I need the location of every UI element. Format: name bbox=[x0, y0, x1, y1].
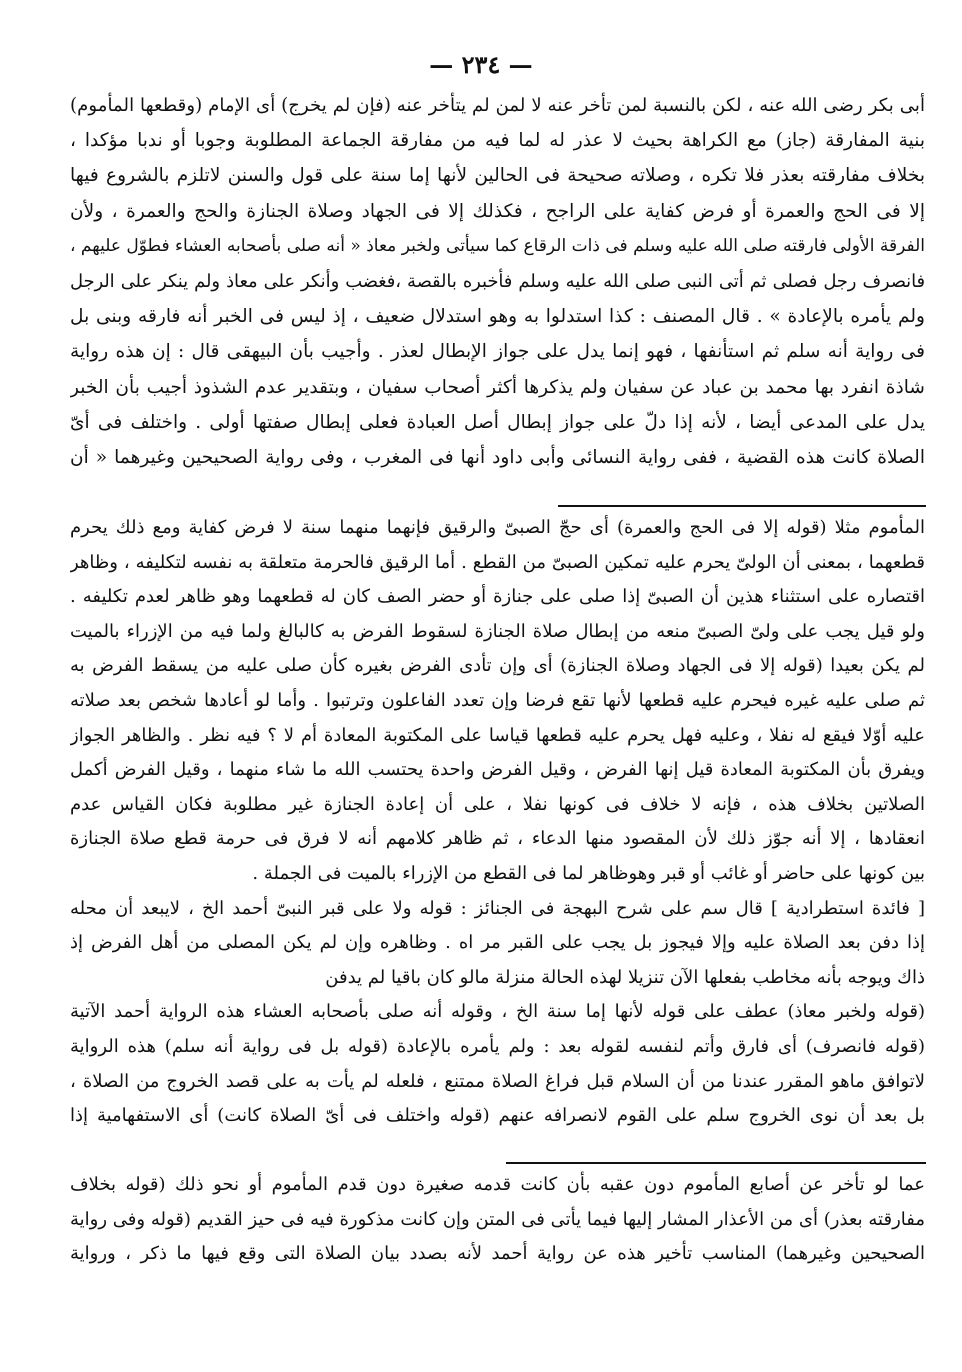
footnote-line: قطعهما ، بمعنى أن الولىّ يحرم عليه تمكين الصبىّ من القطع . أما الرقيق فالحرمة متعلقة به نفسه لتكليفه ، وظاهر bbox=[70, 551, 925, 573]
footnote-line: (قوله ولخبر معاذ) عطف على قوله لأنها إما سنة الخ ، وقوله أنه صلى بأصحابه العشاء هذه الرواية أحمد الآتية bbox=[70, 1001, 925, 1023]
footnote-line: الصلاتين بخلاف هذه ، فإنه لا خلاف فى كونها نفلا ، على أن إعادة الجنازة غير مطلوبة فكان القياس عدم bbox=[70, 793, 925, 815]
footnote-line: إذا دفن بعد الصلاة عليه وإلا فيجوز بل يجب على القبر مر اه . وظاهره وإن لم يكن المصلى من أهل الفرض إذ bbox=[70, 932, 925, 954]
footnote-divider bbox=[558, 505, 926, 507]
footnote-line: لم يكن بعيدا (قوله إلا فى الجهاد وصلاة الجنازة) أى وإن تأدى الفرض بغيره كأن صلى عليه من يسقط الفرض به bbox=[70, 655, 925, 677]
footnote-line: عليه أوّلا فيقع له نفلا ، وعليه فهل يحرم عليه قطعها قياسا على المكتوبة المعادة أم لا ؟ فيه نظر . والظاهر الجواز bbox=[70, 724, 925, 746]
text-line: إلا فى الحج والعمرة أو فرض كفاية على الراجح ، فكذلك إلا فى الجهاد وصلاة الجنازة والحج والعمرة ، ولأن bbox=[70, 200, 925, 222]
text-line: بنية المفارقة (جاز) مع الكراهة بحيث لا عذر له لما فيه من مفارقة الجماعة المطلوبة وجوبا أو ندبا مؤكدا ، bbox=[70, 130, 925, 152]
footnote-line: ويفرق بأن المكتوبة المعادة قيل إنها الفرض ، وقيل الفرض واحدة يحتسب الله ما شاء منهما ، وقيل الفرض أكمل bbox=[70, 759, 925, 781]
footnote-line: لاتوافق ماهو المقرر عندنا من أن السلام قبل فراغ الصلاة ممتنع ، فلعله لم يأت به على قصد الخروج من الصلاة ، bbox=[70, 1070, 925, 1092]
text-line: شاذة انفرد بها محمد بن عباد عن سفيان ولم يذكرها أكثر أصحاب سفيان ، وبتقدير عدم الشذوذ أجيب بأن الخبر bbox=[70, 376, 925, 398]
footnote-line: انعقادها ، إلا أنه جوّز ذلك لأن المقصود منها الدعاء ، ثم ظاهر كلامهم أنه لا فرق فى حرمة قطع صلاة الجنازة bbox=[70, 828, 925, 850]
footnote-block-continued bbox=[70, 1168, 925, 1272]
footnote-line: المأموم مثلا (قوله إلا فى الحج والعمرة) أى حجّ الصبىّ والرقيق فإنهما منهما سنة لا فرض كفاية ومع ذلك يحرم bbox=[70, 517, 925, 538]
footnote-line: اقتصاره على استثناء هذين أن الصبىّ إذا صلى على جنازة أو حضر الصف كان له قطعهما وهو ظاهر لعدم تكليفه . bbox=[70, 586, 925, 608]
footnote-line: الصحيحين وغيرهما) المناسب تأخير هذه عن رواية أحمد لأنه بصدد بيان الصلاة التى وقع فيها ما ذكر ، ورواية bbox=[70, 1243, 925, 1265]
footnote-line: عما لو تأخر عن أصابع المأموم دون عقبه بأن كانت قدمه صغيرة دون قدم المأموم أو نحو ذلك (قوله بخلاف bbox=[70, 1174, 925, 1195]
text-line: فانصرف رجل فصلى ثم أتى النبى صلى الله عليه وسلم فأخبره بالقصة ،فغضب وأنكر على معاذ ولم ينكر على الرجل bbox=[70, 270, 925, 292]
text-line: الصلاة كانت هذه القضية ، ففى رواية النسائى وأبى داود أنها فى المغرب ، وفى رواية الصحيحين وغيرهما « أن bbox=[70, 446, 925, 468]
main-text bbox=[70, 88, 925, 475]
footnote-line: (قوله فانصرف) أى فارق وأتم لنفسه لقوله بعد : ولم يأمره بالإعادة (قوله بل فى رواية أنه سلم) هذه الرواية bbox=[70, 1035, 925, 1057]
footnote-line: ولو قيل يجب على ولىّ الصبىّ منعه من إبطال صلاة الجنازة لسقوط الفرض به كالبالغ ولما فيه من الإزراء بالميت bbox=[70, 620, 925, 642]
footnote-line: [ فائدة استطرادية ] قال سم على شرح البهجة فى الجنائز : قوله ولا على قبر النبىّ أحمد الخ ، لايبعد أن محله bbox=[70, 897, 925, 919]
text-line: الفرقة الأولى فارقته صلى الله عليه وسلم فى ذات الرقاع كما سيأتى ولخبر معاذ « أنه صلى بأصحابه العشاء فطوّل عليهم ، bbox=[70, 235, 925, 256]
footnote-line: بل بعد أن نوى الخروج سلم على القوم لانصرافه عنهم (قوله واختلف فى أىّ الصلاة كانت) أى الاستفهامية إذا bbox=[70, 1105, 925, 1127]
text-line: يدل على المدعى أيضا ، لأنه إذا دلّ على جواز إبطال أصل العبادة فعلى إبطال صفتها أولى . واختلف فى أىّ bbox=[70, 411, 925, 433]
text-line: فى رواية أنه سلم ثم استأنفها ، فهو إنما يدل على جواز الإبطال لعذر . وأجيب بأن البيهقى قال : إن هذه رواية bbox=[70, 341, 925, 363]
footnote-line: بين كونها على حاضر أو غائب أو قبر وهوظاهر لما فى القطع من الإزراء بالميت فى الجملة . bbox=[252, 862, 925, 884]
text-line: ولم يأمره بالإعادة » . قال المصنف : كذا استدلوا به وهو استدلال ضعيف ، إذ ليس فى الخبر أنه فارقه وبنى بل bbox=[70, 306, 925, 328]
text-line: بخلاف مفارقته بعذر فلا تكره ، وصلاته صحيحة فى الحالين لأنها إما سنة على قول والسنن لاتلزم بالشروع فيها bbox=[70, 165, 925, 187]
footnote-block bbox=[70, 511, 925, 1134]
footnote-line: ذاك ويوجه بأنه مخاطب بفعلها الآن تنزيلا لهذه الحالة منزلة مالو كان باقيا لم يدفن bbox=[325, 966, 925, 988]
footnote-line: ثم صلى عليه غيره فيحرم عليه قطعها لأنها تقع فرضا وإن تعدد الفاعلون وترتبوا . وأما لو أعادها شخص بعد صلاته bbox=[70, 689, 925, 711]
footnote-line: مفارقته بعذر) أى من الأعذار المشار إليها فيما يأتى فى المتن وإن كانت مذكورة فيه فى حيز القديم (قوله وفى رواية bbox=[70, 1208, 925, 1230]
page-number: — ٢٣٤ — bbox=[429, 50, 533, 79]
text-line: أبى بكر رضى الله عنه ، لكن بالنسبة لمن تأخر عنه لا لمن لم يتأخر عنه (فإن لم يخرج) أى الإمام (وقطعها المأموم) bbox=[70, 95, 925, 116]
footnote-divider bbox=[506, 1162, 926, 1164]
